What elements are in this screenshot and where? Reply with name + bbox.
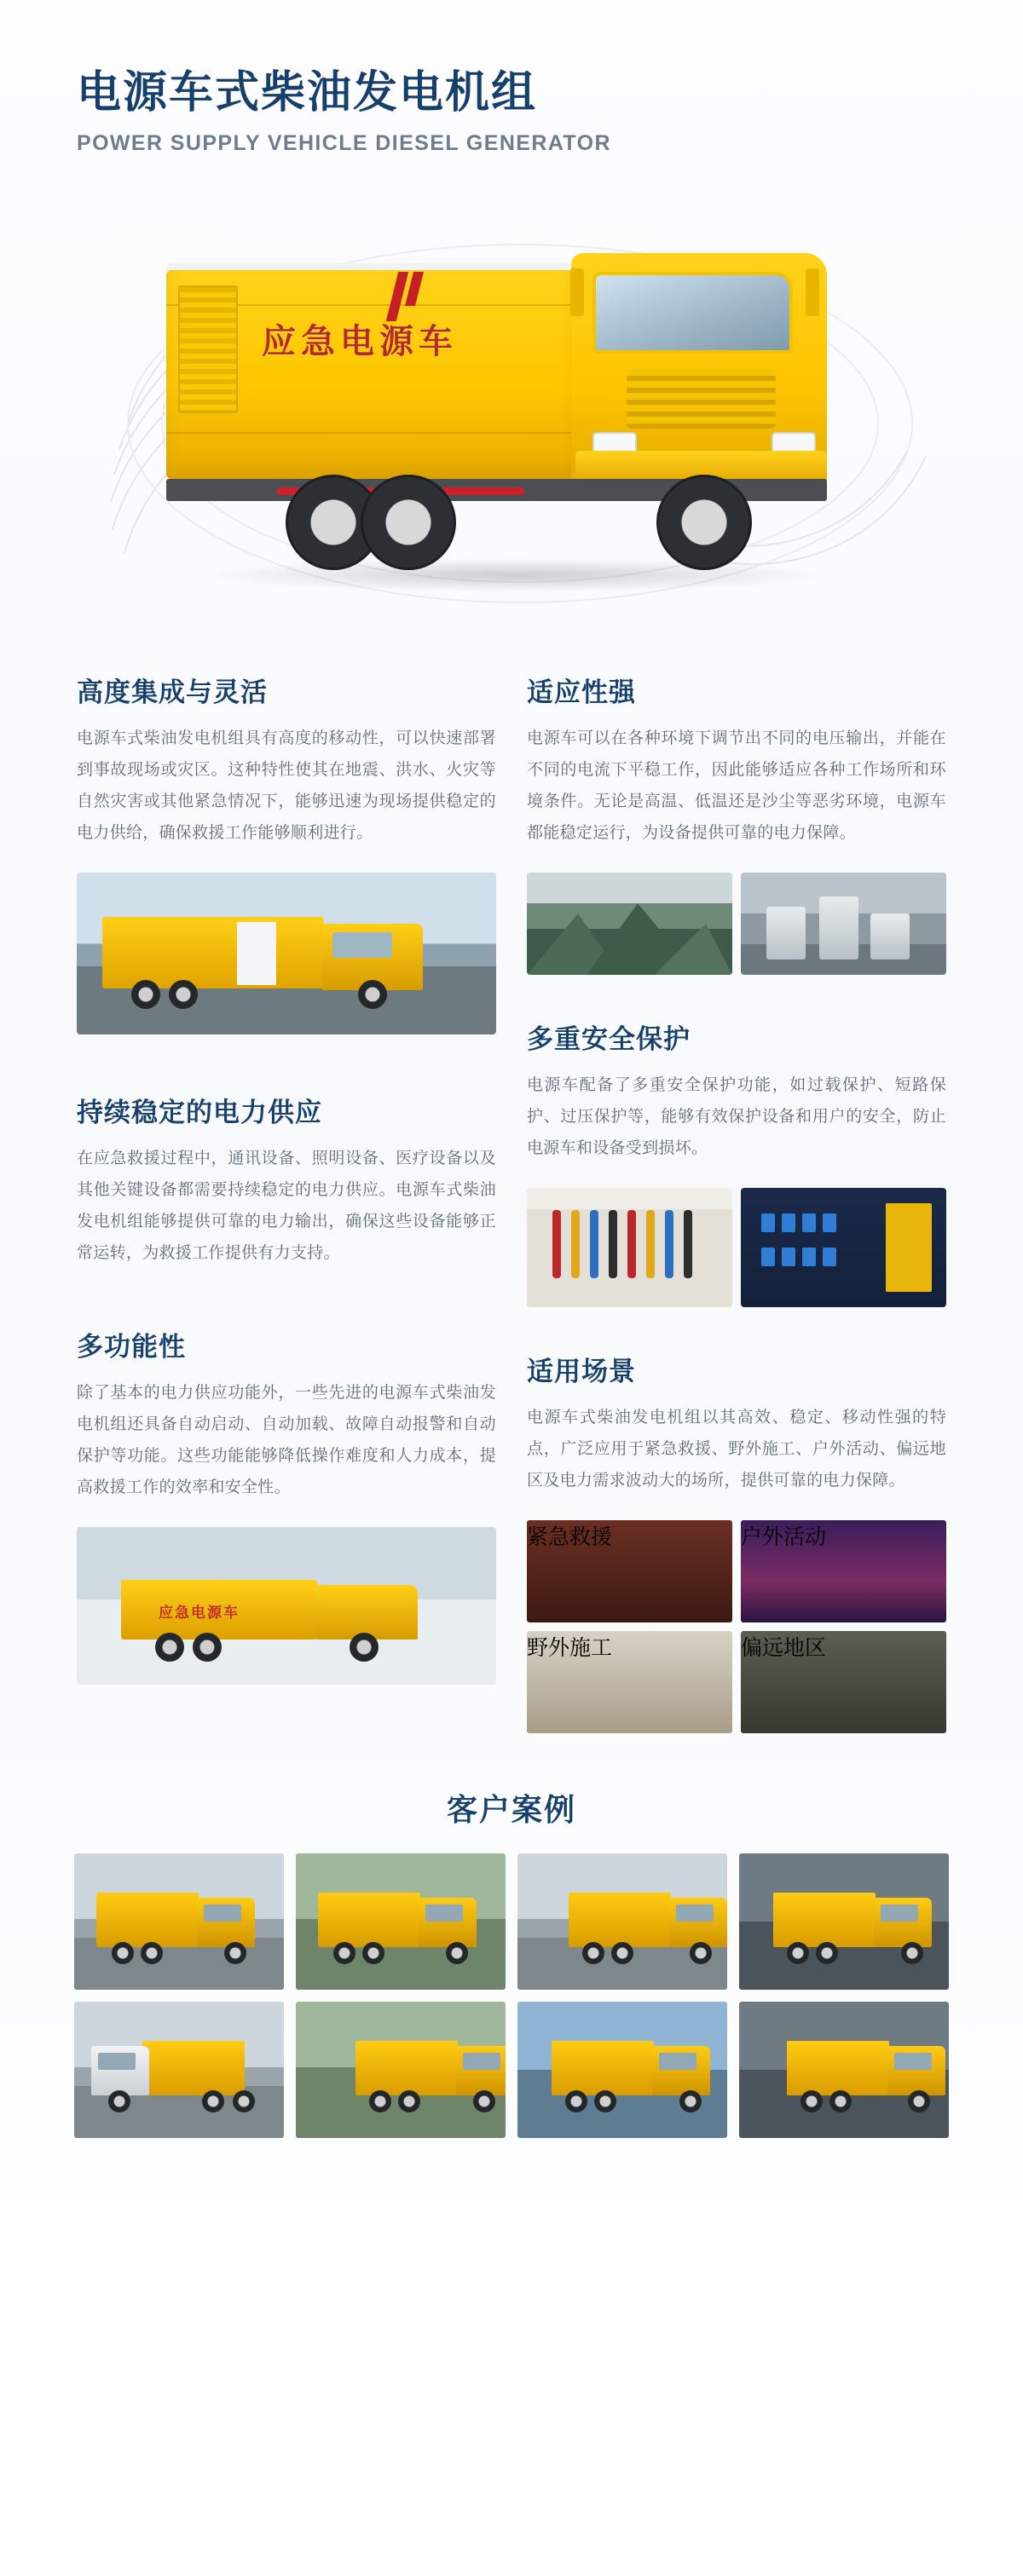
hero-image <box>77 168 946 645</box>
section-body-safety: 电源车配备了多重安全保护功能，如过载保护、短路保护、过压保护等，能够有效保护设备和用户的安全，防止电源车和设备受到损坏。 <box>527 1075 946 1158</box>
case-photo <box>74 1853 284 1990</box>
scenario-tile-field-construction <box>527 1631 732 1733</box>
cases-grid <box>77 1853 946 2138</box>
truck-wheel <box>361 475 456 570</box>
scenario-label: 紧急救援 <box>527 1525 613 1550</box>
case-photo <box>296 1853 506 1990</box>
page-title: 电源车式柴油发电机组 <box>77 68 538 118</box>
scenario-tile-grid <box>527 1520 946 1733</box>
scenario-tile-remote-area <box>741 1631 946 1733</box>
photo-row-adaptability <box>527 873 946 975</box>
photo-multifunction-snow-truck <box>77 1527 496 1685</box>
page-subtitle: POWER SUPPLY VEHICLE DIESEL GENERATOR <box>77 130 611 155</box>
truck-wheel <box>656 475 752 570</box>
case-photo <box>739 2002 949 2138</box>
truck-windshield <box>592 272 793 354</box>
photo-industrial-plant <box>741 873 946 975</box>
photo-truck-text: 应急电源车 <box>159 1605 240 1622</box>
truck-mirror-right <box>806 268 819 316</box>
photo-mountain-landscape <box>527 873 732 975</box>
scenario-label: 偏远地区 <box>741 1636 827 1661</box>
section-title-adaptability: 适应性强 <box>527 677 636 707</box>
hero-truck-illustration <box>149 219 899 611</box>
section-body-stability: 在应急救援过程中，通讯设备、照明设备、医疗设备以及其他关键设备都需要持续稳定的电力供应。电源车式柴油发电机组能够提供可靠的电力输出，确保这些设备能够正常运转，为救援工作提供有力支持。 <box>77 1149 496 1263</box>
photo-breaker-cabinet <box>741 1188 946 1307</box>
case-photo <box>517 2002 727 2138</box>
truck-mirror-left <box>570 268 584 316</box>
left-column <box>77 662 496 1733</box>
scenario-label: 户外活动 <box>741 1525 827 1550</box>
scenario-tile-outdoor-activity <box>741 1520 946 1622</box>
cases-title: 客户案例 <box>446 1792 576 1828</box>
case-photo <box>517 1853 727 1990</box>
section-title-integration: 高度集成与灵活 <box>77 677 268 707</box>
section-body-adaptability: 电源车可以在各种环境下调节出不同的电压输出，并能在不同的电流下平稳工作，因此能够适应各种工作场所和环境条件。无论是高温、低温还是沙尘等恶劣环境，电源车都能稳定运行，为设备提供可靠的电力保障。 <box>527 729 946 842</box>
case-photo <box>74 2002 284 2138</box>
section-title-multifunction: 多功能性 <box>77 1332 186 1363</box>
photo-row-safety <box>527 1188 946 1307</box>
photo-integration-truck <box>77 873 496 1034</box>
section-body-integration: 电源车式柴油发电机组具有高度的移动性，可以快速部署到事故现场或灾区。这种特性使其在地震、洪水、火灾等自然灾害或其他紧急情况下，能够迅速为现场提供稳定的电力供给，确保救援工作能够顺利进行。 <box>77 729 496 842</box>
truck-shadow <box>200 558 831 592</box>
case-photo <box>739 1853 949 1990</box>
truck-louver-vent <box>178 285 238 413</box>
content-columns <box>77 662 946 1733</box>
truck-grille <box>627 369 776 429</box>
section-title-safety: 多重安全保护 <box>527 1023 691 1054</box>
scenario-label: 野外施工 <box>527 1636 613 1661</box>
truck-body-text: 应急电源车 <box>262 322 458 360</box>
section-body-multifunction: 除了基本的电力供应功能外，一些先进的电源车式柴油发电机组还具备自动启动、自动加载、故障自动报警和自动保护等功能。这些功能能够降低操作难度和人力成本，提高救援工作的效率和安全性。 <box>77 1384 496 1497</box>
section-body-scenarios: 电源车式柴油发电机组以其高效、稳定、移动性强的特点，广泛应用于紧急救援、野外施工、户外活动、偏远地区及电力需求波动大的场所，提供可靠的电力保障。 <box>527 1409 946 1490</box>
section-title-stability: 持续稳定的电力供应 <box>77 1097 322 1127</box>
section-title-scenarios: 适用场景 <box>527 1357 636 1387</box>
right-column <box>527 662 946 1733</box>
page-header <box>77 68 946 156</box>
photo-cable-panel <box>527 1188 732 1307</box>
scenario-tile-emergency-rescue <box>527 1520 732 1622</box>
case-photo <box>296 2002 506 2138</box>
